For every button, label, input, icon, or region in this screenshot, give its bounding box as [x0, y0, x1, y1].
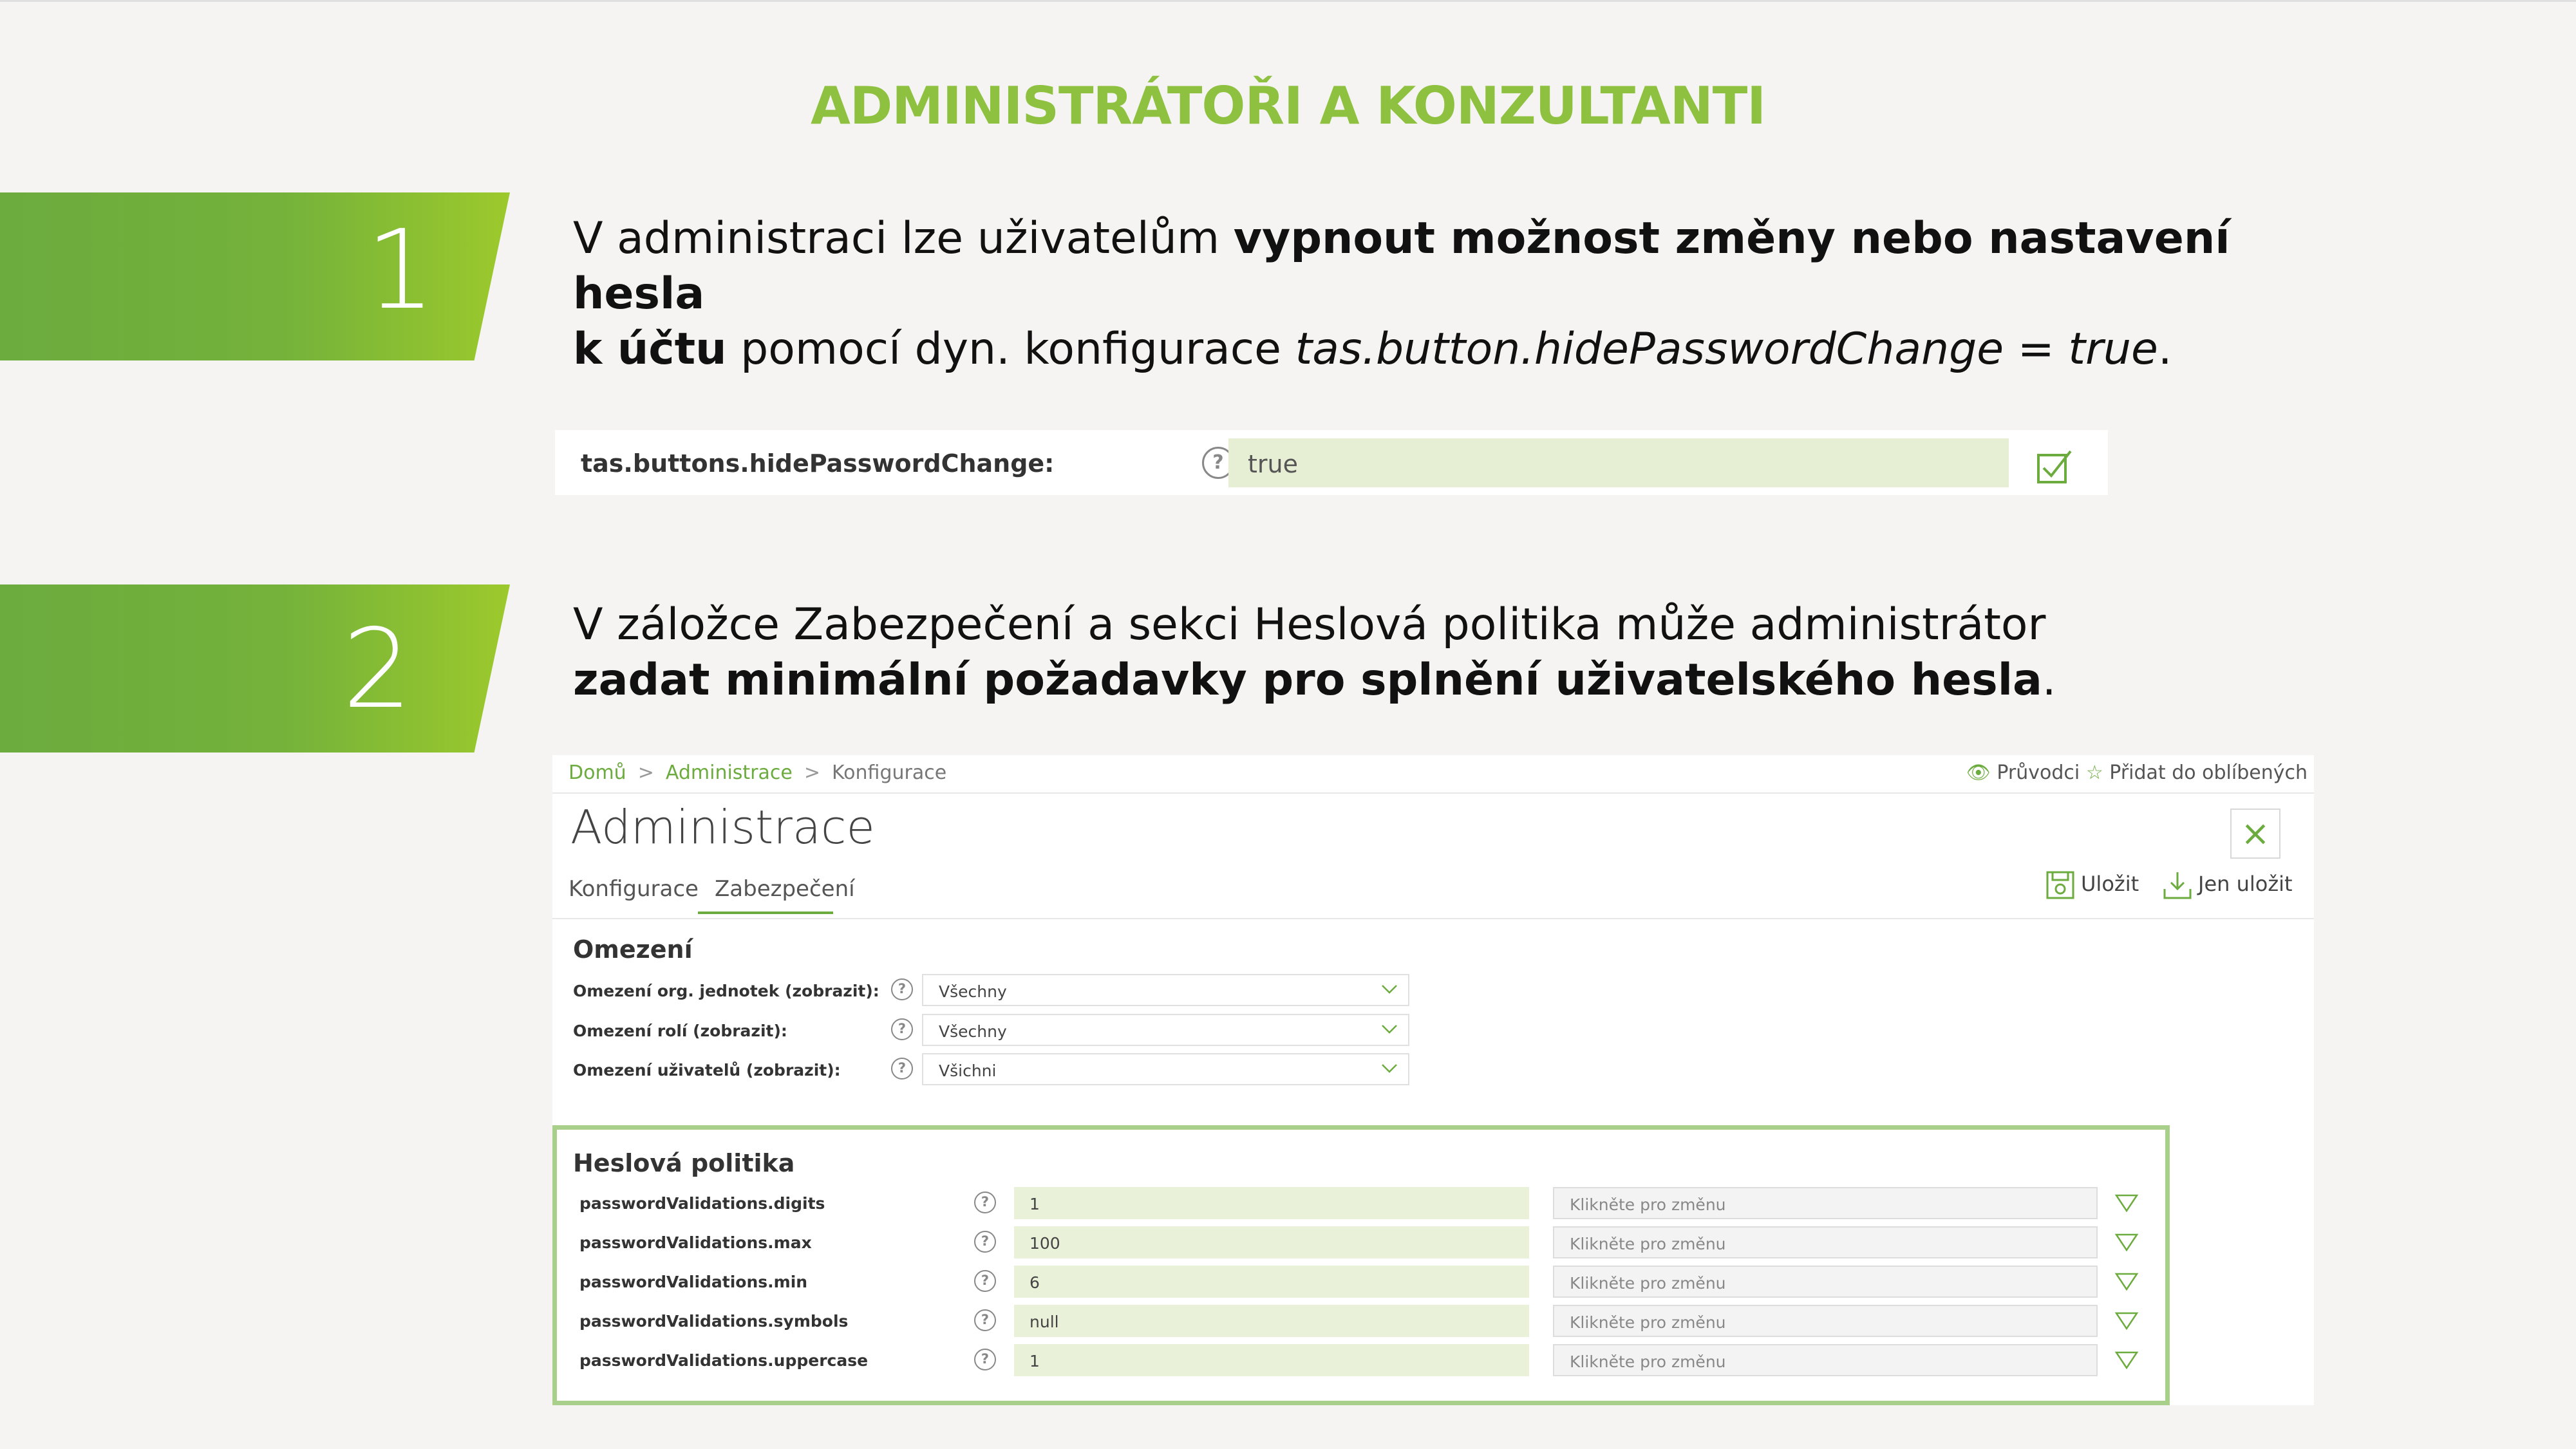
- step1-text-bold2: k účtu: [573, 324, 727, 375]
- step1-text-italic: tas.button.hidePasswordChange: [1295, 324, 2004, 375]
- save-only-label: Jen uložit: [2198, 872, 2293, 896]
- top-actions: [1966, 762, 2308, 784]
- policy-value[interactable]: 1: [1014, 1187, 1529, 1219]
- star-icon: ☆: [2085, 762, 2103, 784]
- admin-panel: [552, 755, 2314, 1405]
- policy-label: passwordValidations.max: [579, 1233, 812, 1252]
- tab-konfigurace[interactable]: Konfigurace: [569, 876, 699, 902]
- filter-icon[interactable]: [2114, 1229, 2139, 1255]
- restriction-label: Omezení org. jednotek (zobrazit):: [573, 982, 879, 1000]
- policy-value[interactable]: 100: [1014, 1226, 1529, 1258]
- restrictions-title: Omezení: [573, 935, 693, 964]
- help-icon[interactable]: ?: [1202, 447, 1234, 479]
- policy-label: passwordValidations.uppercase: [579, 1351, 869, 1370]
- top-divider: [0, 0, 2576, 2]
- help-icon[interactable]: ?: [891, 978, 913, 1000]
- policy-change-input[interactable]: Klikněte pro změnu: [1553, 1226, 2098, 1258]
- admin-title: Administrace: [570, 800, 875, 854]
- password-policy-box: [552, 1125, 2170, 1405]
- filter-icon[interactable]: [2114, 1308, 2139, 1334]
- step2-text-bold: zadat minimální požadavky pro splnění uživatelského hesla: [573, 655, 2042, 706]
- filter-icon[interactable]: [2114, 1190, 2139, 1216]
- policy-value[interactable]: 1: [1014, 1344, 1529, 1376]
- policy-label: passwordValidations.digits: [579, 1194, 825, 1213]
- breadcrumb-administrace[interactable]: Administrace: [665, 762, 793, 784]
- policy-title: Heslová politika: [573, 1149, 795, 1177]
- step2-number: 2: [343, 606, 413, 733]
- active-tab-indicator: [698, 911, 833, 914]
- select-value: Všechny: [939, 1022, 1007, 1041]
- guides-label: Průvodci: [1997, 762, 2080, 784]
- step1-text-b: pomocí dyn. konfigurace: [726, 324, 1295, 375]
- breadcrumb-separator: >: [637, 762, 654, 784]
- help-icon[interactable]: ?: [974, 1309, 996, 1331]
- step1-text-d: .: [2158, 324, 2172, 375]
- tab-zabezpeceni[interactable]: Zabezpečení: [715, 876, 855, 902]
- restriction-select[interactable]: [922, 1053, 1409, 1085]
- config-value-field[interactable]: true: [1228, 438, 2009, 487]
- policy-value[interactable]: null: [1014, 1305, 1529, 1337]
- policy-label: passwordValidations.symbols: [579, 1312, 849, 1331]
- restriction-label: Omezení rolí (zobrazit):: [573, 1022, 787, 1040]
- help-icon[interactable]: ?: [974, 1349, 996, 1370]
- step2-text: [573, 597, 2311, 708]
- save-icon: [2045, 870, 2076, 901]
- step2-text-a: V záložce Zabezpečení a sekci Heslová politika může administrátor: [573, 599, 2046, 650]
- favorites-link[interactable]: [2086, 762, 2308, 784]
- close-icon: ×: [2241, 813, 2270, 854]
- save-button[interactable]: [2045, 870, 2139, 901]
- help-icon[interactable]: ?: [891, 1058, 913, 1080]
- save-only-button[interactable]: [2162, 870, 2293, 901]
- config-label: tas.buttons.hidePasswordChange:: [581, 449, 1055, 478]
- step2-banner: [0, 584, 510, 753]
- step2-text-end: .: [2042, 655, 2056, 706]
- policy-change-input[interactable]: Klikněte pro změnu: [1553, 1344, 2098, 1376]
- step1-number: 1: [366, 207, 436, 334]
- policy-change-input[interactable]: Klikněte pro změnu: [1553, 1187, 2098, 1219]
- help-icon[interactable]: ?: [974, 1231, 996, 1253]
- breadcrumb-separator: >: [804, 762, 820, 784]
- help-icon[interactable]: ?: [891, 1018, 913, 1040]
- help-icon[interactable]: ?: [974, 1270, 996, 1292]
- guides-link[interactable]: [1966, 762, 2080, 784]
- eye-icon: 👁: [1966, 762, 1991, 784]
- restriction-select[interactable]: [922, 974, 1409, 1006]
- favorites-label: Přidat do oblíbených: [2109, 762, 2308, 784]
- filter-icon[interactable]: [2114, 1347, 2139, 1373]
- config-row: [555, 430, 2108, 495]
- tabs-divider: [552, 918, 2314, 919]
- policy-label: passwordValidations.min: [579, 1273, 808, 1291]
- policy-change-input[interactable]: Klikněte pro změnu: [1553, 1266, 2098, 1298]
- checkbox-checked-icon[interactable]: [2036, 447, 2074, 485]
- download-icon: [2162, 870, 2193, 901]
- policy-change-input[interactable]: Klikněte pro změnu: [1553, 1305, 2098, 1337]
- page-title: ADMINISTRÁTOŘI A KONZULTANTI: [810, 76, 1766, 136]
- select-value: Všechny: [939, 982, 1007, 1001]
- filter-icon[interactable]: [2114, 1269, 2139, 1295]
- close-button[interactable]: [2230, 809, 2280, 859]
- breadcrumb-home[interactable]: Domů: [569, 762, 626, 784]
- policy-value[interactable]: 6: [1014, 1266, 1529, 1298]
- header-divider: [552, 792, 2314, 794]
- chevron-down-icon: [1378, 1018, 1400, 1040]
- breadcrumb: [569, 762, 946, 784]
- step1-text-bold: vypnout možnost změny nebo nastavení hesla: [573, 213, 2230, 319]
- restriction-label: Omezení uživatelů (zobrazit):: [573, 1061, 841, 1080]
- chevron-down-icon: [1378, 1057, 1400, 1079]
- step1-text-a: V administraci lze uživatelům: [573, 213, 1234, 264]
- help-icon[interactable]: ?: [974, 1192, 996, 1213]
- save-label: Uložit: [2081, 872, 2139, 896]
- step1-text: [573, 211, 2311, 377]
- chevron-down-icon: [1378, 978, 1400, 1000]
- step1-text-italic2: true: [2068, 324, 2158, 375]
- restriction-select[interactable]: [922, 1014, 1409, 1046]
- breadcrumb-current: Konfigurace: [832, 762, 947, 784]
- select-value: Všichni: [939, 1061, 997, 1080]
- step1-text-c: =: [2004, 324, 2069, 375]
